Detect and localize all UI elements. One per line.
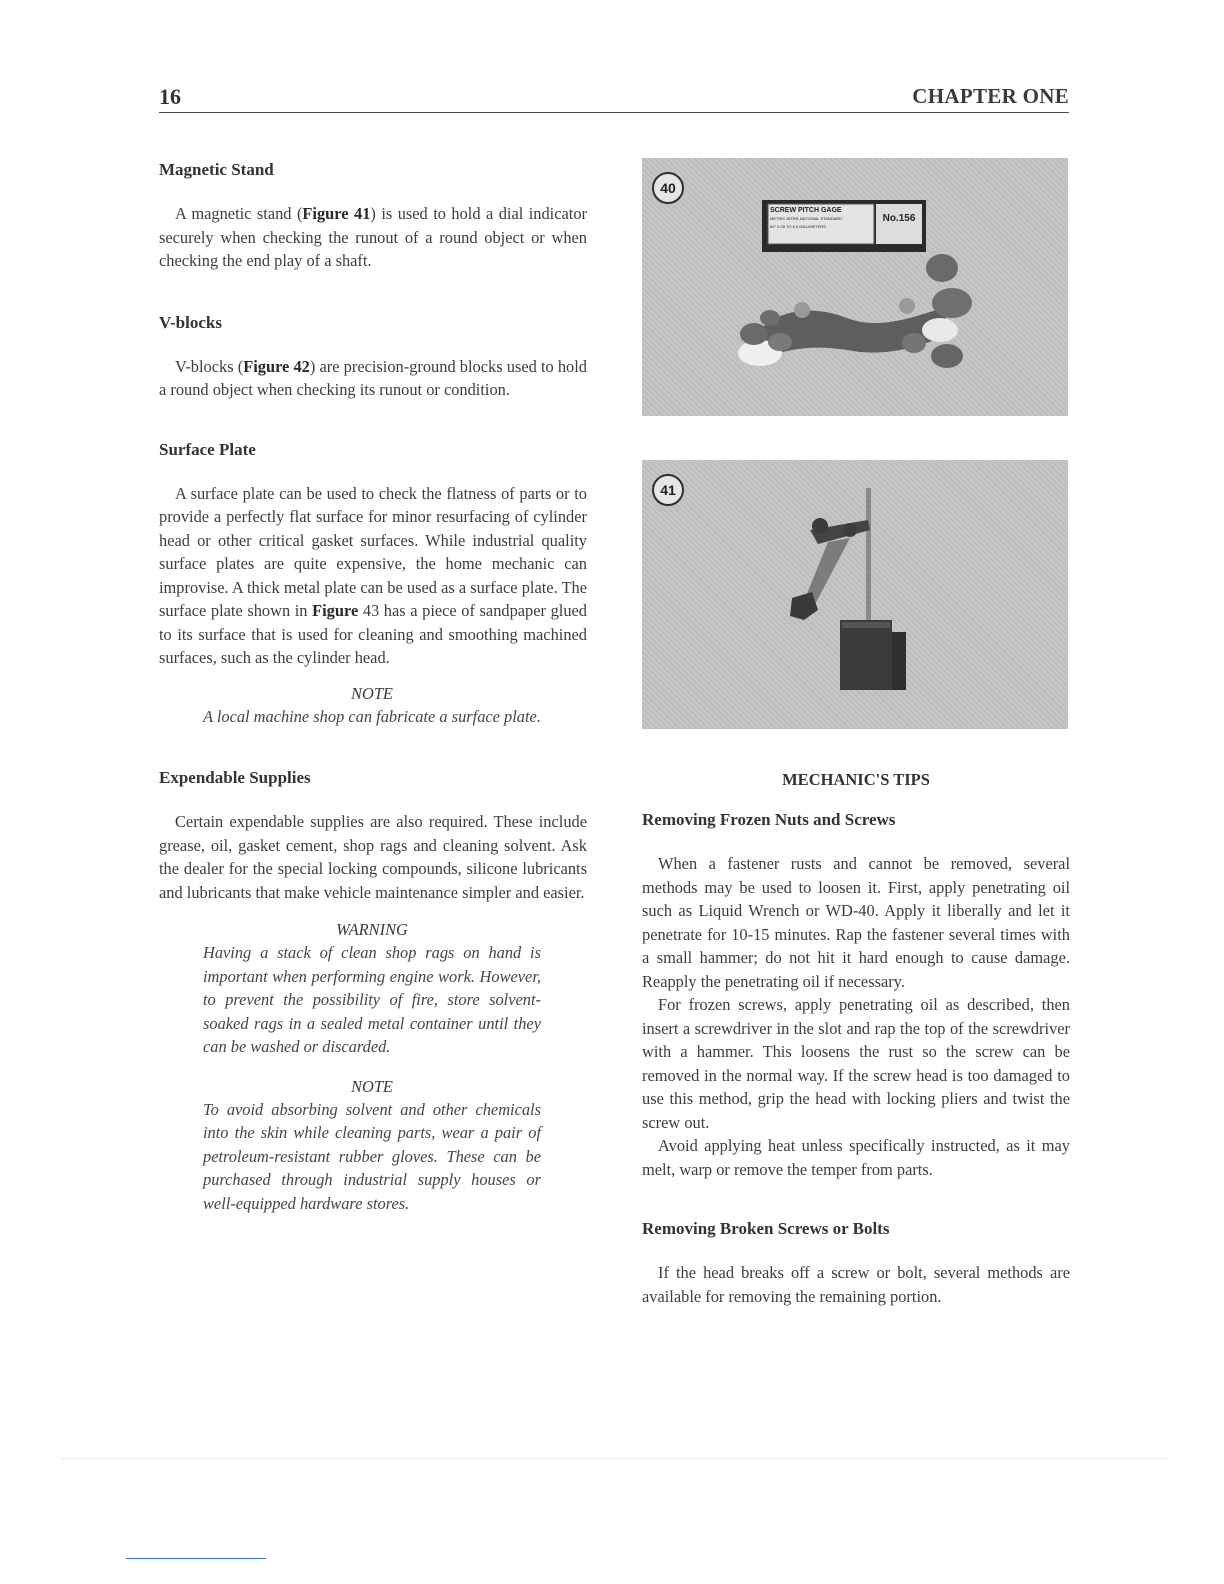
magnetic-base bbox=[840, 620, 892, 690]
note-title: NOTE bbox=[351, 683, 393, 703]
gage-pivot bbox=[899, 298, 915, 314]
warning-title: WARNING bbox=[336, 920, 408, 939]
figure-reference: Figure 41 bbox=[302, 204, 371, 223]
section-heading-surface-plate: Surface Plate bbox=[159, 439, 256, 459]
section-heading-frozen-nuts: Removing Frozen Nuts and Screws bbox=[642, 810, 896, 829]
figure-number-badge: 41 bbox=[652, 474, 684, 506]
note-surface-plate bbox=[203, 682, 541, 729]
base-switch bbox=[892, 632, 906, 690]
scan-mark bbox=[126, 1558, 266, 1559]
page-header bbox=[159, 84, 1069, 113]
paragraph-v-blocks: V-blocks (Figure 42) are precision-ground blocks used to hold a round object when checking its runout or condition. bbox=[159, 356, 587, 399]
mechanics-tips-heading: MECHANIC'S TIPS bbox=[782, 770, 930, 789]
chapter-title: CHAPTER ONE bbox=[912, 84, 1069, 108]
stand-post bbox=[866, 488, 871, 628]
warning-block bbox=[203, 918, 541, 1059]
gage-box-end bbox=[876, 204, 922, 244]
paragraph-frozen-3: Avoid applying heat unless specifically instructed, as it may melt, warp or remove the temper from parts. bbox=[642, 1136, 1070, 1179]
paragraph-broken-screws: If the head breaks off a screw or bolt, several methods are available for removing the remaining portion. bbox=[642, 1263, 1070, 1306]
note-text: A local machine shop can fabricate a surface plate. bbox=[203, 706, 541, 726]
section-heading-magnetic-stand: Magnetic Stand bbox=[159, 160, 274, 179]
right-column bbox=[642, 770, 1070, 1308]
paragraph-magnetic-stand: A magnetic stand (Figure 41) is used to hold a dial indicator securely when checking the runout of a round object or when checking the end play of a shaft. bbox=[159, 204, 587, 270]
paragraph-expendable-supplies: Certain expendable supplies are also required. These include grease, oil, gasket cement, shop rags and cleaning solvent. Ask the dealer for the special locking compounds, silicone lubricants and lubricants that make vehicle maintenance simpler and easier. bbox=[159, 812, 587, 902]
note-gloves bbox=[203, 1075, 541, 1216]
left-column bbox=[159, 160, 587, 1215]
figure-reference: Figure bbox=[312, 601, 359, 620]
figure-41-magnetic-stand-photo bbox=[642, 460, 1068, 729]
figure-number-badge: 40 bbox=[652, 172, 684, 204]
figure-40-screw-pitch-gage-photo bbox=[642, 158, 1068, 416]
note-text: To avoid absorbing solvent and other chemicals into the skin while cleaning parts, wear a pair of petroleum-resistant rubber gloves. These can be purchased through industrial supply houses or well-equipped hardware stores. bbox=[203, 1099, 541, 1213]
page-number: 16 bbox=[159, 84, 181, 109]
paragraph-surface-plate: A surface plate can be used to check the flatness of parts or to provide a perfectly flat surface for minor resurfacing of cylinder head or other critical gasket surfaces. While industrial quality surface plates are quite expensive, the home mechanic can improvise. A thick metal plate can be used as a surface plate. The surface plate shown in Figure 43 has a piece of sandpaper glued to its surface that is used for cleaning and smoothing machined surfaces, such as the cylinder head. bbox=[159, 483, 587, 667]
section-heading-v-blocks: V-blocks bbox=[159, 312, 222, 332]
paragraph-frozen-2: For frozen screws, apply penetrating oil as described, then insert a screwdriver in the slot and rap the top of the screwdriver with a hammer. This loosens the rust so the screw can be removed in the normal way. If the screw head is too damaged to use this method, grip the head with locking pliers and twist the screw out. bbox=[642, 995, 1070, 1132]
paragraph-frozen-1: When a fastener rusts and cannot be removed, several methods may be used to loosen it. First, apply penetrating oil such as Liquid Wrench or WD-40. Apply it liberally and let it penetrate for 10-15 minutes. Rap the fastener several times with a small hammer; do not hit it hard enough to cause damage. Reapply the penetrating oil if necessary. bbox=[642, 854, 1070, 991]
gage-label-text: SCREW PITCH GAGE METRIC INTER-NATIONAL STANDARD 60° 0.25 TO 6.0 MILLIMETERS bbox=[770, 207, 843, 229]
gage-pivot bbox=[794, 302, 810, 318]
screw-pitch-gage-illustration bbox=[642, 158, 1068, 416]
section-heading-expendable-supplies: Expendable Supplies bbox=[159, 768, 311, 787]
figure-reference: Figure 42 bbox=[243, 356, 310, 376]
section-heading-broken-screws: Removing Broken Screws or Bolts bbox=[642, 1219, 890, 1238]
warning-text: Having a stack of clean shop rags on hand is important when performing engine work. However, to prevent the possibility of fire, store solvent-soaked rags in a sealed metal container until they can be washed or discarded. bbox=[203, 943, 541, 1056]
scan-line bbox=[60, 1458, 1170, 1459]
gage-model-label: No.156 bbox=[882, 213, 916, 224]
note-title: NOTE bbox=[351, 1076, 393, 1096]
magnetic-stand-illustration bbox=[642, 460, 1068, 729]
